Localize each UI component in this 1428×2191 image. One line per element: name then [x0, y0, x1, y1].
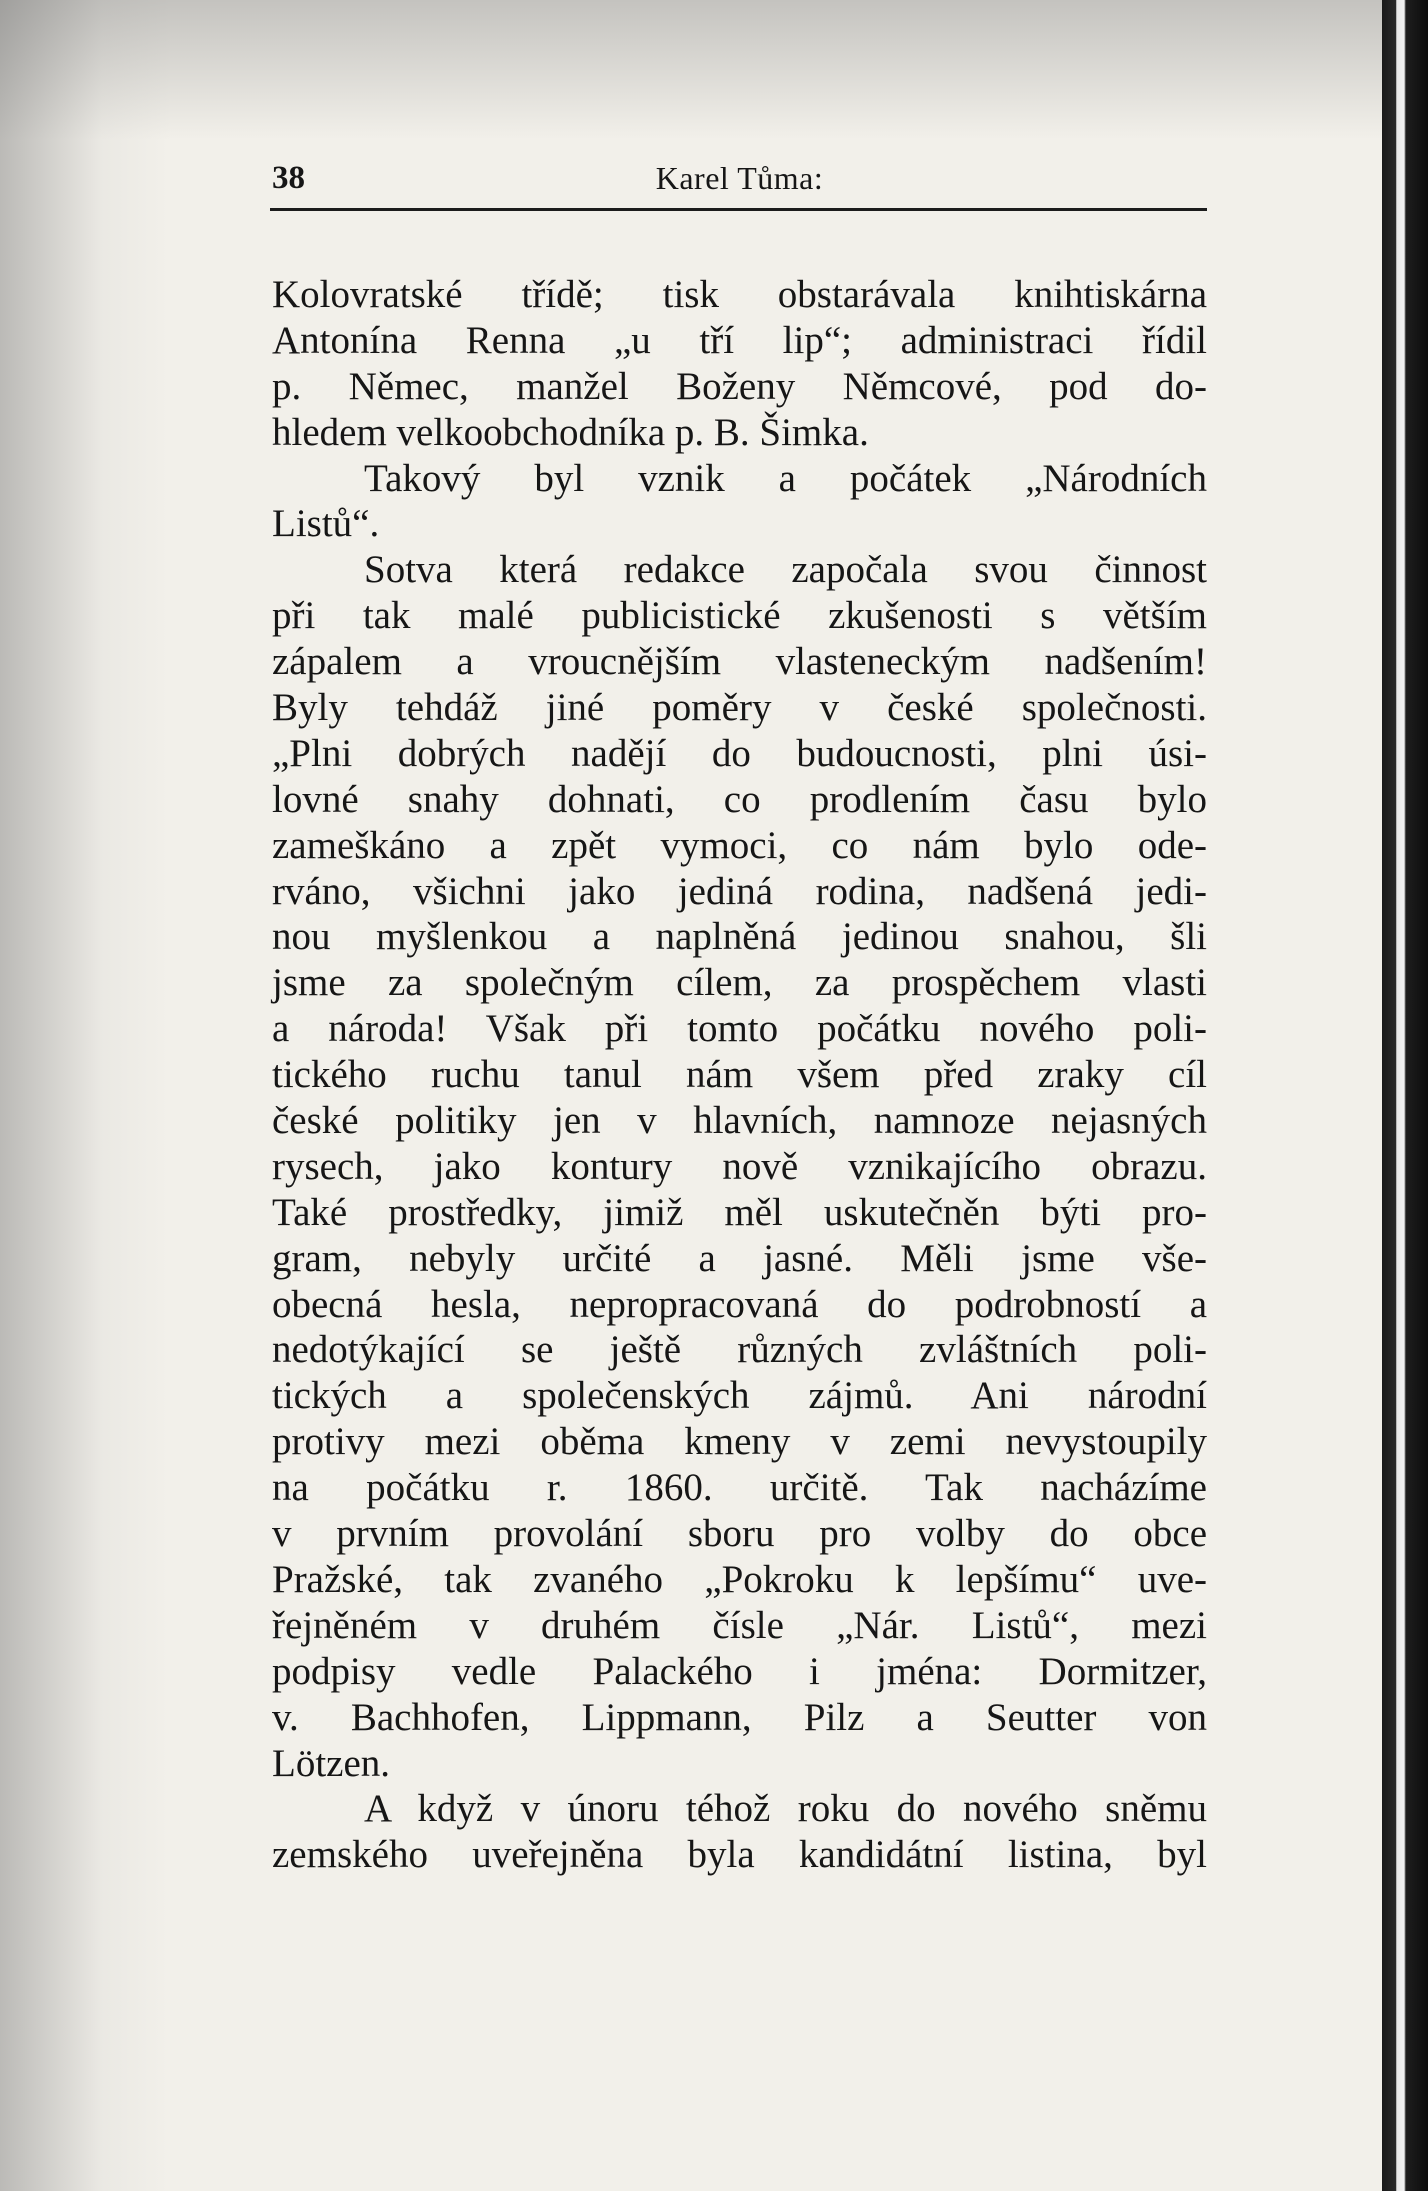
text-line: Také prostředky, jimiž měl uskutečněn býti pro-: [272, 1190, 1207, 1234]
text-line: zameškáno a zpět vymoci, co nám bylo ode-: [272, 823, 1207, 867]
text-line: řejněném v druhém čísle „Nár. Listů“, mezi: [272, 1603, 1207, 1647]
text-line: nou myšlenkou a naplněná jedinou snahou, šli: [272, 915, 1207, 959]
text-line: tických a společenských zájmů. Ani národní: [272, 1374, 1207, 1418]
text-line: české politiky jen v hlavních, namnoze nejasných: [272, 1099, 1207, 1143]
text-line: Listů“.: [272, 502, 380, 546]
text-line: protivy mezi oběma kmeny v zemi nevystoupily: [272, 1420, 1207, 1464]
text-line: a národa! Však při tomto počátku nového poli-: [272, 1007, 1207, 1051]
text-line: Antonína Renna „u tří lip“; administraci řídil: [272, 318, 1207, 362]
text-line: v prvním provolání sboru pro volby do obce: [272, 1512, 1207, 1556]
text-line: A když v únoru téhož roku do nového sněmu: [364, 1787, 1207, 1831]
text-line: v. Bachhofen, Lippmann, Pilz a Seutter von: [272, 1695, 1207, 1739]
scan-edge: [1382, 0, 1428, 2191]
text-line: tického ruchu tanul nám všem před zraky cíl: [272, 1053, 1207, 1097]
text-line: obecná hesla, nepropracovaná do podrobností a: [272, 1282, 1207, 1326]
text-line: „Plni dobrých nadějí do budoucnosti, plni úsi-: [272, 731, 1207, 775]
text-line: jsme za společným cílem, za prospěchem vlasti: [272, 961, 1207, 1005]
text-line: hledem velkoobchodníka p. B. Šimka.: [272, 410, 869, 454]
body-text: [272, 272, 1207, 1878]
text-line: zápalem a vroucnějším vlasteneckým nadšením!: [272, 640, 1207, 684]
text-line: rysech, jako kontury nově vznikajícího obrazu.: [272, 1144, 1207, 1188]
text-line: při tak malé publicistické zkušenosti s větším: [272, 594, 1207, 638]
header-rule: [270, 208, 1207, 211]
text-line: Sotva která redakce započala svou činnost: [364, 548, 1207, 592]
text-line: na počátku r. 1860. určitě. Tak nacházíme: [272, 1466, 1207, 1510]
text-line: lovné snahy dohnati, co prodlením času bylo: [272, 777, 1207, 821]
running-head: Karel Tůma:: [655, 160, 824, 196]
text-line: nedotýkající se ještě různých zvláštních poli-: [272, 1328, 1207, 1372]
text-line: Takový byl vznik a počátek „Národních: [364, 456, 1207, 500]
text-line: rváno, všichni jako jediná rodina, nadšená jedi-: [272, 869, 1207, 913]
text-line: Pražské, tak zvaného „Pokroku k lepšímu“ uve-: [272, 1557, 1207, 1601]
text-line: podpisy vedle Palackého i jména: Dormitzer,: [272, 1649, 1207, 1693]
page-number: 38: [272, 160, 305, 196]
text-line: Byly tehdáž jiné poměry v české společnosti.: [272, 686, 1207, 730]
text-line: gram, nebyly určité a jasné. Měli jsme vše-: [272, 1236, 1207, 1280]
page-header: [272, 160, 1207, 210]
text-line: Kolovratské třídě; tisk obstarávala knihtiskárna: [272, 273, 1207, 316]
text-line: p. Němec, manžel Boženy Němcové, pod do-: [272, 364, 1207, 408]
text-line: zemského uveřejněna byla kandidátní listina, byl: [272, 1833, 1207, 1877]
text-line: Lötzen.: [272, 1741, 391, 1785]
